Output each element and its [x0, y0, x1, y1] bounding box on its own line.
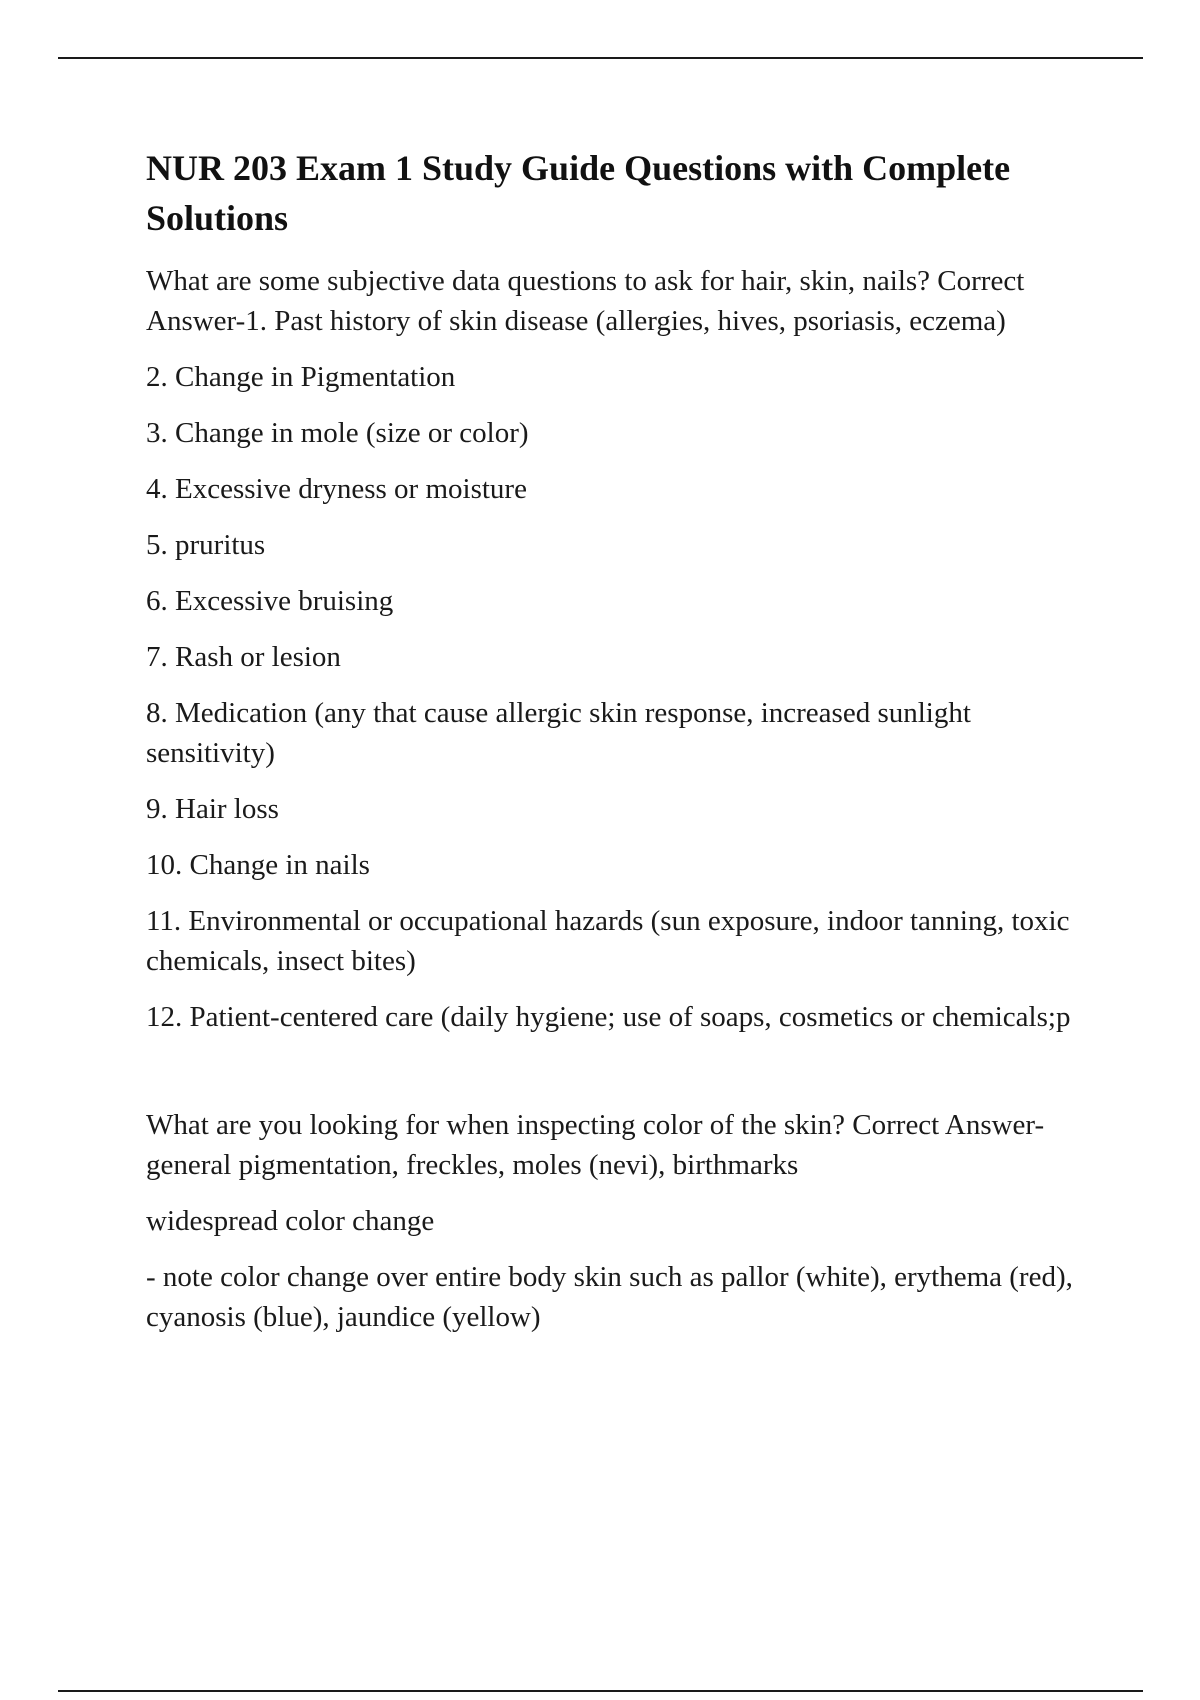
answer-line: - note color change over entire body skin such as pallor (white), erythema (red), cyanosis (blue), jaundice (yellow) — [146, 1261, 1073, 1333]
qa-item — [146, 261, 1086, 1037]
question-text: What are you looking for when inspecting color of the skin? — [146, 1109, 846, 1141]
answer-line: 12. Patient-centered care (daily hygiene; use of soaps, cosmetics or chemicals;p — [146, 1001, 1071, 1033]
answer-line: widespread color change — [146, 1205, 435, 1237]
qa-item — [146, 1105, 1086, 1337]
document-title: NUR 203 Exam 1 Study Guide Questions with Complete Solutions — [146, 148, 1011, 238]
answer-line: 4. Excessive dryness or moisture — [146, 473, 527, 505]
answer-label: Correct Answer- — [852, 1109, 1045, 1141]
answer-label: Correct Answer- — [146, 265, 1025, 337]
question-text: What are some subjective data questions to ask for hair, skin, nails? — [146, 265, 931, 297]
answer-text: 1. Past history of skin disease (allergies, hives, psoriasis, eczema) — [245, 305, 1006, 337]
answer-line: 6. Excessive bruising — [146, 585, 394, 617]
answer-line: 2. Change in Pigmentation — [146, 361, 456, 393]
question-paragraph — [146, 1105, 1086, 1185]
answer-text: general pigmentation, freckles, moles (nevi), birthmarks — [146, 1149, 799, 1181]
document-body — [146, 143, 1086, 1337]
answer-line: 9. Hair loss — [146, 793, 279, 825]
answer-line: 5. pruritus — [146, 529, 266, 561]
answer-line: 11. Environmental or occupational hazards (sun exposure, indoor tanning, toxic chemicals, insect bites) — [146, 905, 1070, 977]
answer-line: 8. Medication (any that cause allergic skin response, increased sunlight sensitivity) — [146, 697, 971, 769]
header-rule — [58, 57, 1143, 59]
answer-line: 7. Rash or lesion — [146, 641, 341, 673]
footer-rule — [58, 1690, 1143, 1692]
answer-line: 10. Change in nails — [146, 849, 370, 881]
question-paragraph — [146, 261, 1086, 341]
answer-line: 3. Change in mole (size or color) — [146, 417, 529, 449]
